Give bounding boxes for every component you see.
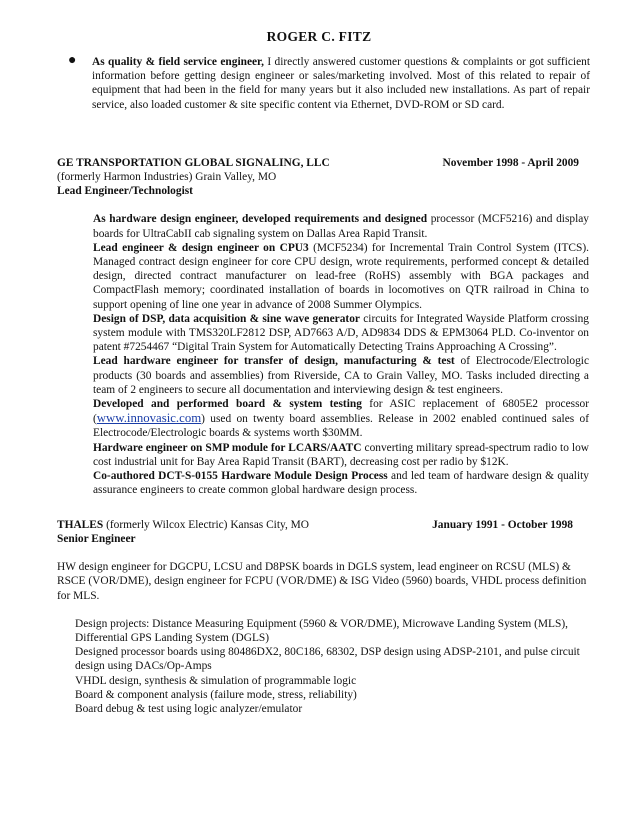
job-ge <box>57 156 589 497</box>
ge-item-text: ) used on twenty board assemblies. Release in 2002 enabled continued sales of Electrocode/Electrologic boards & systems worth $30MM. <box>93 413 589 440</box>
ge-item-lead: Hardware engineer on SMP module for LCARS/AATC <box>93 441 362 454</box>
thales-title: Senior Engineer <box>57 533 136 545</box>
thales-project: Board & component analysis (failure mode, stress, reliability) <box>75 688 357 701</box>
thales-summary: HW design engineer for DGCPU, LCSU and D8PSK boards in DGLS system, lead engineer on RCSU (MLS) & RSCE (VOR/DME), design engineer for FCPU (VOR/DME) & ISG Video (5960) boards, VHDL process definition for MLS. <box>57 561 587 602</box>
job-thales <box>57 518 589 716</box>
bullet-icon: ● <box>68 53 77 68</box>
ge-item <box>93 397 589 441</box>
thales-project: Board debug & test using logic analyzer/emulator <box>75 703 303 716</box>
thales-company-line <box>57 518 309 532</box>
ge-item-lead: Design of DSP, data acquisition & sine wave generator <box>93 312 360 325</box>
ge-item-lead: Lead engineer & design engineer on CPU3 <box>93 241 309 254</box>
ge-item-lead: Developed and performed board & system testing <box>93 398 362 411</box>
ge-items <box>93 212 589 497</box>
thales-project: Design projects: Distance Measuring Equipment (5960 & VOR/DME), Microwave Landing System (MLS), Differential GPS Landing System (DGLS) <box>75 617 568 645</box>
thales-dates: January 1991 - October 1998 <box>432 519 573 531</box>
ge-item <box>93 441 589 469</box>
ge-item-text: (MCF5234) for Incremental Train Control System (ITCS). Managed contract design engineer for core CPU design, wrote requirements, performed concept & detailed design, directed contract manufacturer on lead-free (RoHS) assembly with BGA packages and CompactFlash memory; coordinated installation of boards in locomotives on QTR railroad in China to support opening of line one year in advance of 2008 Summer Olympics. <box>93 241 589 311</box>
ge-item <box>93 241 589 312</box>
quality-bullet-text <box>92 55 590 112</box>
thales-projects <box>75 617 589 716</box>
thales-header <box>57 518 589 532</box>
thales-project: VHDL design, synthesis & simulation of programmable logic <box>75 674 357 687</box>
ge-header <box>57 156 589 170</box>
ge-title: Lead Engineer/Technologist <box>57 185 193 198</box>
ge-item <box>93 212 589 240</box>
innovasic-link[interactable]: www.innovasic.com <box>96 411 202 426</box>
ge-item <box>93 312 589 355</box>
ge-item-text: converting military spread-spectrum radio to low cost industrial unit for Bay Area Rapid Transit (BART), decreasing cost per radio by $12K. <box>93 441 590 468</box>
ge-item-text: and led team of hardware design & quality assurance engineers to create common global hardware design process. <box>93 470 589 497</box>
quality-bullet <box>70 55 590 112</box>
quality-bullet-lead: As quality & field service engineer, <box>92 56 264 68</box>
ge-item-text: for ASIC replacement of 6805E2 processor ( <box>93 398 589 426</box>
ge-former: (formerly Harmon Industries) Grain Valley, MO <box>57 171 277 183</box>
ge-item-text: processor (MCF5216) and display boards for UltraCabII cab signaling system on Dallas Area Rapid Transit. <box>93 213 589 240</box>
ge-item <box>93 354 589 397</box>
thales-project: Designed processor boards using 80486DX2, 80C186, 68302, DSP design using ADSP-2101, and pulse circuit design using DACs/Op-Amps <box>75 646 580 673</box>
thales-company: THALES <box>57 519 104 531</box>
ge-item-text: circuits for Integrated Wayside Platform crossing system module with TMS320LF2812 DSP, AD7663 A/D, AD9834 DDS & EPM3064 PLD. Co-inventor on patent #7254467 “Digital Train System for Automatically Detecting Trains Approaching A Crossing”. <box>93 312 590 354</box>
thales-location: (formerly Wilcox Electric) Kansas City, MO <box>103 519 309 531</box>
ge-item-text: of Electrocode/Electrologic products (30 boards and assemblies) from Riverside, CA to Grain Valley, MO. Tasks included directing a team of 2 engineers to secure all documentation and interviewing design & test engineers. <box>93 355 590 396</box>
ge-company: GE TRANSPORTATION GLOBAL SIGNALING, LLC <box>57 157 330 169</box>
ge-item <box>93 469 589 497</box>
ge-item-lead: As hardware design engineer, developed requirements and designed <box>93 213 428 226</box>
ge-item-lead: Co-authored DCT-S-0155 Hardware Module Design Process <box>93 470 388 483</box>
ge-item-lead: Lead hardware engineer for transfer of design, manufacturing & test <box>93 355 455 368</box>
ge-dates: November 1998 - April 2009 <box>442 157 579 169</box>
resume-name: ROGER C. FITZ <box>266 29 372 44</box>
quality-bullet-body: I directly answered customer questions & complaints or got sufficient information before getting design engineer or sales/marketing involved. Most of this related to repair of equipment that had been in the field for many years but it also included new installations. As part of repair service, also loaded customer & site specific content via Ethernet, DVD-ROM or SD card. <box>92 56 590 111</box>
